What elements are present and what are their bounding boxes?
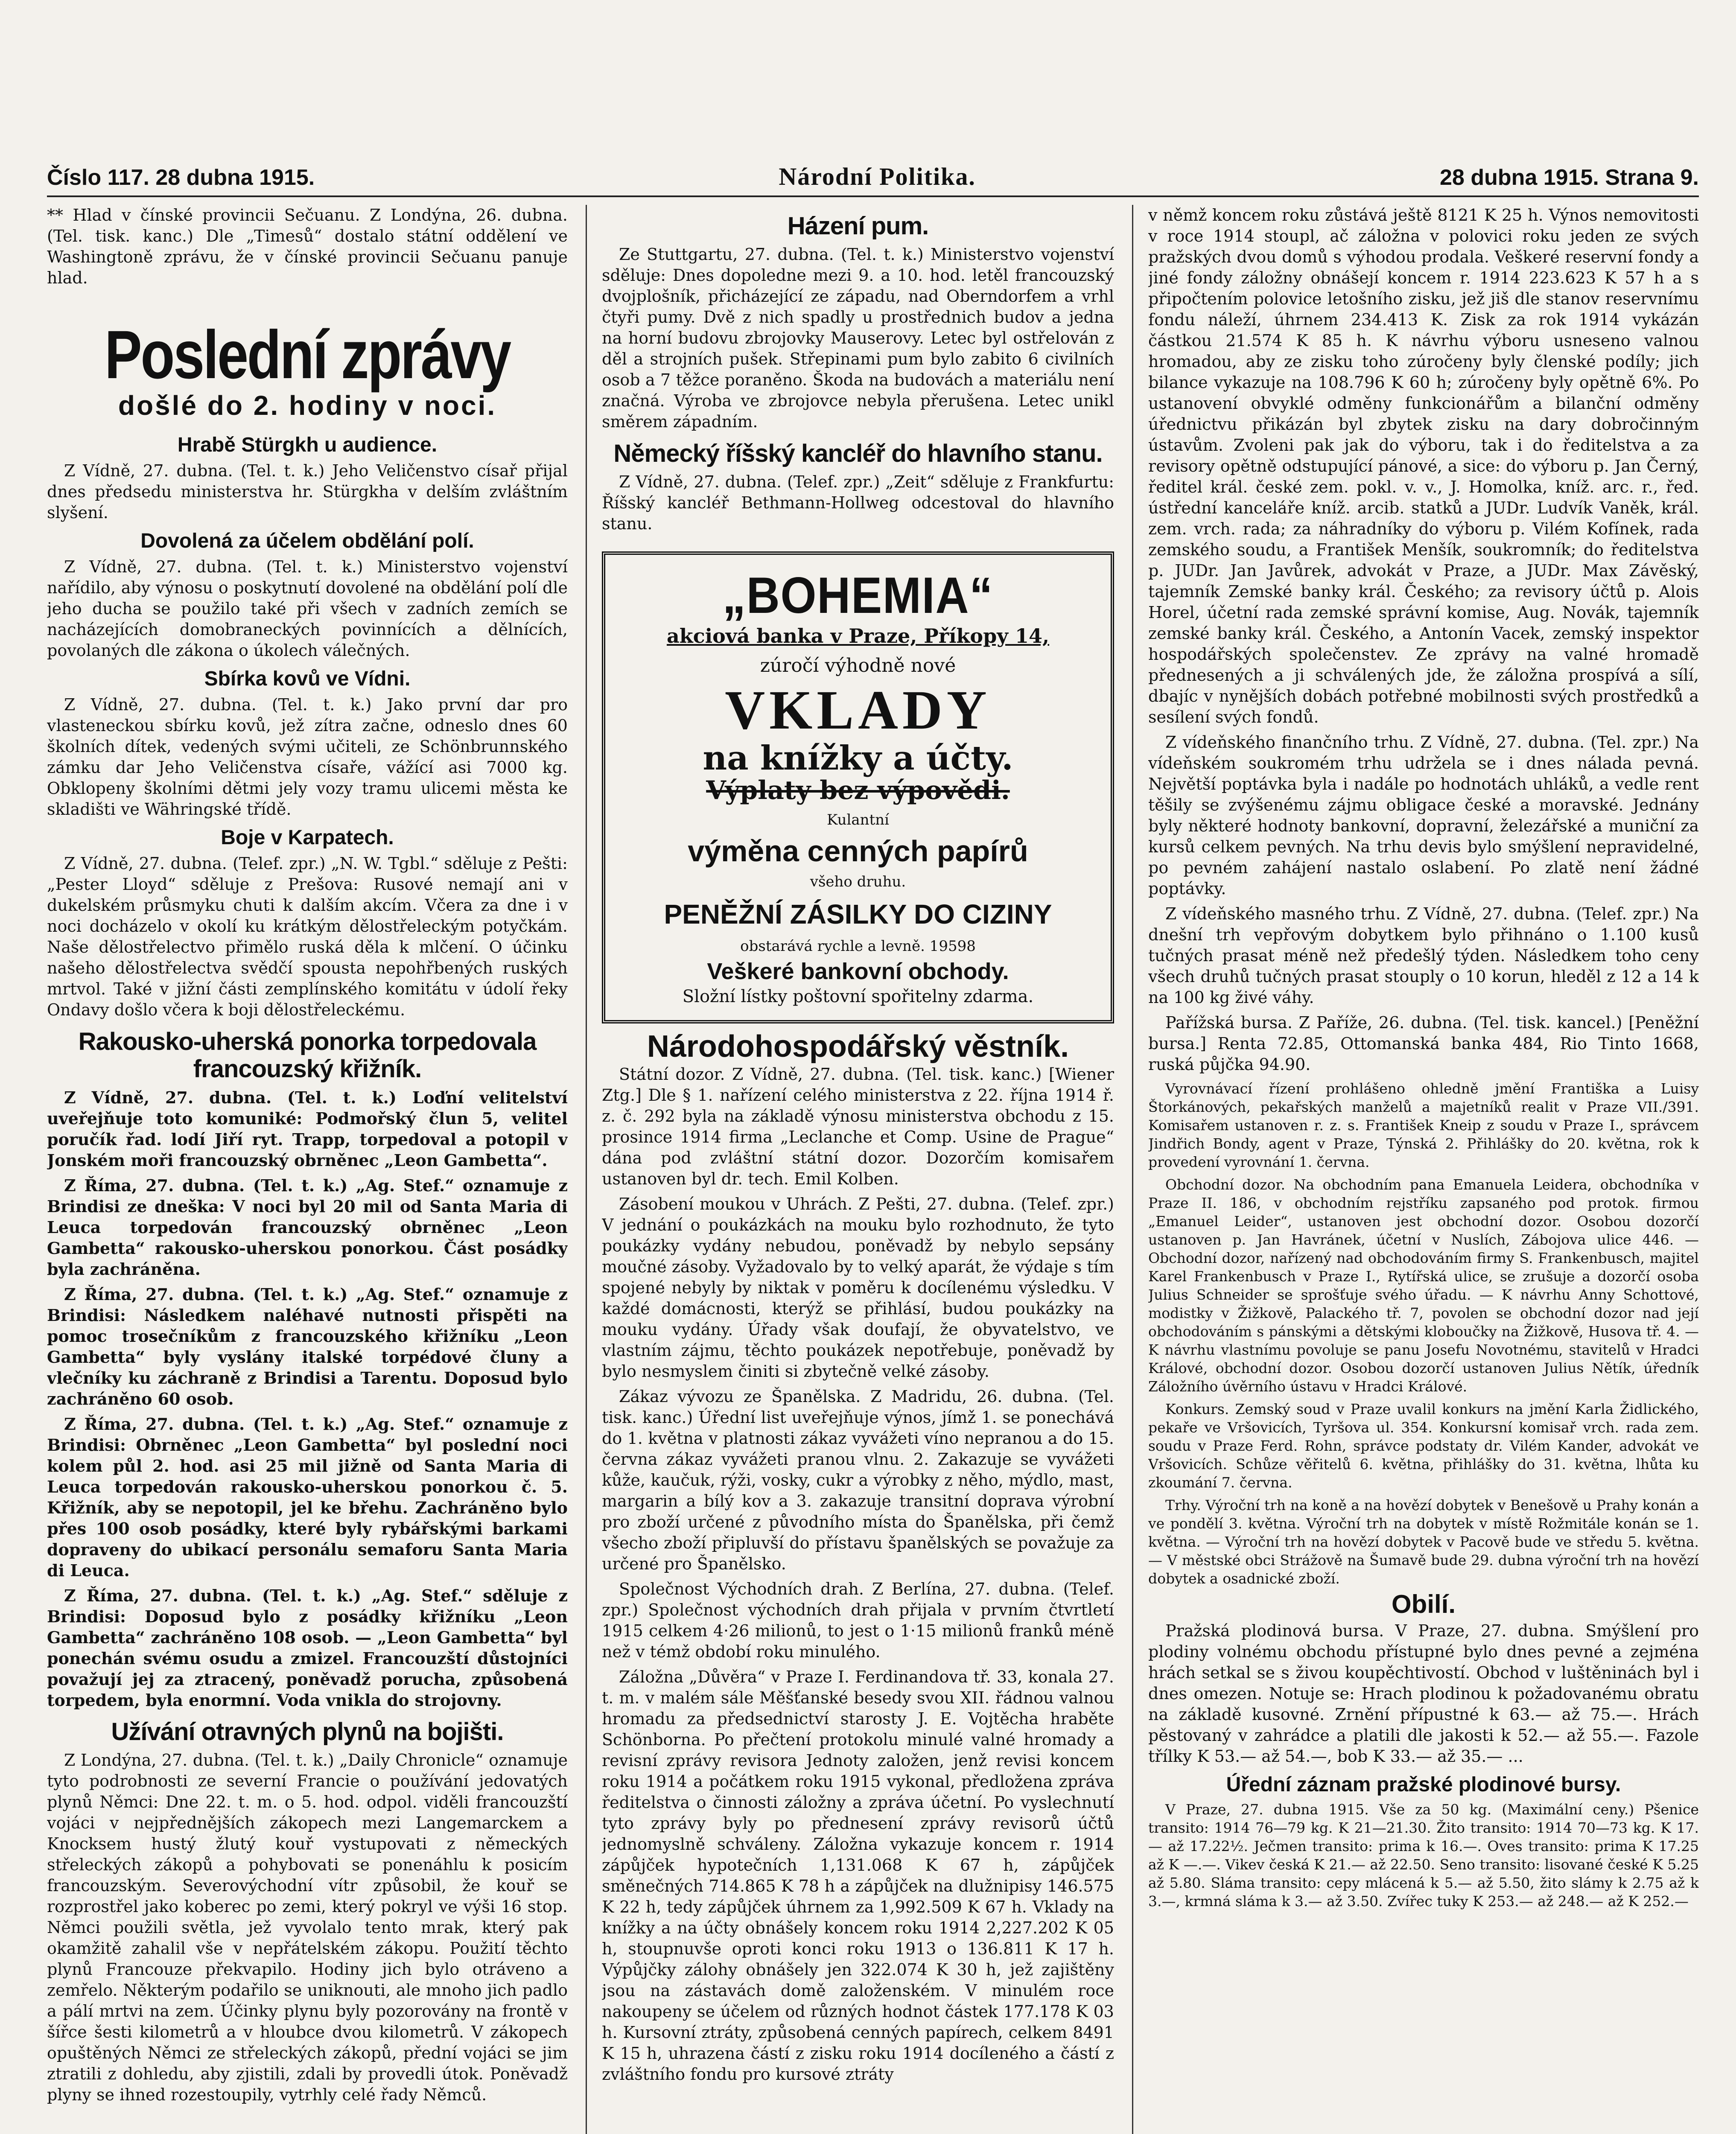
article-paragraph: Pražská plodinová bursa. V Praze, 27. dubna. Smýšlení pro plodiny volnému obchodu přístupné bylo dnes pevné a zejména hrách setkal se s živou koupěchtivostí. Obchod v luštěninách byl i dnes omezen. Notuje se: Hrach plodinou k požadovanému obratu na základě kusovné. Zrnění přípustné k 63.— až 75.—. Hrách pěstovaný v zahrádce a platili dle jakosti k 52.— až 55.—. Fazole třílky K 53.— až 54.—, bob K 33.— až 35.— ...	[1148, 1621, 1699, 1766]
page-number: 28 dubna 1915. Strana 9.	[1440, 165, 1699, 190]
issue-number: Číslo 117. 28 dubna 1915.	[47, 165, 315, 190]
ad-text: výměna cenných papírů	[688, 834, 1028, 868]
article-paragraph: Zákaz vývozu ze Španělska. Z Madridu, 26. dubna. (Tel. tisk. kanc.) Úřední list uveřejňuje výnos, jímž 1. se ponechává do 1. května v platnosti zákaz vyvážeti víno nepranou a do 15. června zákaz vyvážeti pranou vlnu. 2. Zakazuje se vyvážeti kůže, kaučuk, rýži, vosky, cukr a výrobky z něho, mýdlo, mast, margarin a bílý kov a 3. zakazuje transitní doprava výrobní pro zboží určené z původního místa do Španělska, při čemž všecho zboží připluvší do přístavu španělských se považuje za určené pro Španělsko.	[602, 1387, 1114, 1573]
article-paragraph: Z vídeňského masného trhu. Z Vídně, 27. dubna. (Telef. zpr.) Na dnešní trh vepřovým dobytkem bylo přihnáno o 1.100 kusů tučných prasat méně než předešlý týden. Následkem toho ceny všech druhů tučných prasat stouply o 10 korun, hleděl z 12 a 14 k na 100 kg živé váhy.	[1148, 904, 1699, 1007]
column-1	[47, 205, 568, 2134]
ad-text: obstarává rychle a levně. 19598	[740, 938, 976, 955]
article-paragraph: Obchodní dozor. Na obchodním pana Emanuela Leidera, obchodníka v Praze II. 186, v obchodním rejstříku zapsaného pod protok. firmou „Emanuel Leider“, ustanoven jest obchodní dozor. Osobou dozorčí ustanoven p. Jan Havránek, účetní v Nuslích, Zábojova ulice 446. — Obchodní dozor, nařízený nad obchodováním firmy S. Frankenbusch, majitel Karel Frankenbusch v Praze I., Rytířská ulice, se zrušuje a dozorčí osoba Julius Schneider se sprošťuje svého úřadu. — K návrhu Anny Schottové, modistky v Žižkově, Palackého tř. 7, povolen se obchodní dozor nad její obchodováním s pánskými a dětskými kloboučky na Žižkově, Husova tř. 4. — K návrhu vlastnímu povoluje se panu Josefu Novotnému, stavitelů v Hradci Králové, obchodní dozor. Osobou dozorčí ustanoven Julius Nětík, úředník Záložního úvěrního ústavu v Hradci Králové.	[1148, 1176, 1699, 1395]
article-paragraph: Společnost Východních drah. Z Berlína, 27. dubna. (Telef. zpr.) Společnost východních drah přijala v prvním čtvrtletí 1915 celkem 4·26 milionů, to jest o 1·15 milionů franků méně než v témž období roku minulého.	[602, 1580, 1114, 1661]
ad-text: Složní lístky poštovní spořitelny zdarma.	[682, 987, 1034, 1006]
article-headline: Německý říšský kancléř do hlavního stanu.	[613, 440, 1103, 467]
article-paragraph: Z Vídně, 27. dubna. (Tel. t. k.) Jako první dar pro vlasteneckou sbírku kovů, jež zítra začne, odneslo dnes 60 školních dítek, vedených svými učiteli, ze Schönbrunnského zámku dar Jeho Veličenstva císaře, vážící asi 7000 kg. Obklopeny školními dětmi jely vozy tramu ulicemi města ke skladišti ve Währingské třídě.	[47, 695, 568, 819]
ad-brand: „BOHEMIA“	[722, 567, 994, 624]
article-paragraph: Z Vídně, 27. dubna. (Telef. zpr.) „Zeit“ sděluje z Frankfurtu: Říšský kancléř Bethmann-Hollweg odcestoval do hlavního stanu.	[602, 472, 1114, 533]
article-paragraph: Vyrovnávací řízení prohlášeno ohledně jmění Františka a Luisy Štorkánových, pekařských manželů a majetníků realit v Praze VII./391. Komisařem ustanoven r. z. s. František Kneip z soudu v Praze I., správcem Jindřich Bondy, agent v Praze, Týnská 2. Přihlášky do 20. května, rok k provedení vyrovnání 1. června.	[1148, 1080, 1699, 1170]
article-paragraph: Záložna „Důvěra“ v Praze I. Ferdinandova tř. 33, konala 27. t. m. v malém sále Měšťanské besedy svou XII. řádnou valnou hromadu za předsednictví starosty J. E. Vojtěcha hraběte Schönborna. Po přečtení protokolu minulé valné hromady a revisní zprávy revisora Jednoty založen, jenž revisi koncem roku 1914 a počátkem roku 1915 vykonal, předložena zpráva ředitelstva o činnosti záložny a zpráva účetní. Po vyslechnutí tyto zprávy byly po přednesení zprávy revisorů účtů jednomyslně schváleny. Záložna vykazuje koncem r. 1914 zápůjček hypotečních 1,131.068 K 67 h, zápůjček směnečných 714.865 K 78 h a zápůjček na dlužnipisy 146.575 K 22 h, tedy zápůjček úhrnem za 1,992.509 K 67 h. Vklady na knížky a na účty obnášely koncem roku 1914 2,227.202 K 05 h, stoupnuvše oproti konci roku 1913 o 136.811 K 17 h. Výpůjčky zálohy obnášely jen 322.074 K 30 h, jež zajištěny jsou na zástavách domě založenském. V minulém roce nakoupeny se účelem od různých hodnot částek 177.178 K 03 h. Kursovní ztráty, způsobená cenných papírech, celkem 8491 K 15 h, uhrazena částí z zisku roku 1914 docíleného a částí z zvláštního fondu pro kursové ztráty	[602, 1668, 1114, 2084]
article-paragraph: Z Vídně, 27. dubna. (Telef. zpr.) „N. W. Tgbl.“ sděluje z Pešti: „Pester Lloyd“ sděluje z Prešova: Rusové nemají ani v dukelském průsmyku chuti k dalším akcím. Včera za dne i v noci docházelo v okolí ku krátkým dělostřeleckým potyčkám. Naše dělostřelectvo přimělo ruská děla k mlčení. O účinku našeho dělostřelectva svědčí spousta nepohřbených ruských mrtvol. Také v jižní části zemplínského komitátu v údolí řeky Ondavy došlo včera k boji dělostřeleckému.	[47, 854, 568, 1019]
article-paragraph: Trhy. Výroční trh na koně a na hovězí dobytek v Benešově u Prahy konán a ve pondělí 3. května. Výroční trh na dobytek v místě Rožmitále konán se 1. května. — Výroční trh na hovězí dobytek v Pacově bude ve středu 5. května. — V městské obci Strážově na Šumavě bude 29. dubna výroční trh na hovězí dobytek a osadnické zboží.	[1148, 1497, 1699, 1587]
article-headline: Házení pum.	[787, 212, 929, 240]
running-head	[47, 162, 1699, 192]
article-paragraph: Státní dozor. Z Vídně, 27. dubna. (Tel. tisk. kanc.) [Wiener Ztg.] Dle § 1. nařízení celého ministerstva z 22. října 1914 ř. z. č. 292 byla na základě výnosu ministerstva obchodu z 15. prosince 1914 firma „Leclanche et Comp. Usine de Prague“ dána pod zvláštní státní dozor. Dozorčím komisařem ustanoven byl dr. tech. Emil Kolben.	[602, 1065, 1114, 1188]
article-paragraph: V Praze, 27. dubna 1915. Vše za 50 kg. (Maximální ceny.) Pšenice transito: 1914 76—79 kg. K 21—21.30. Žito transito: 1914 70—73 kg. K 17.— až 17.22½. Ječmen transito: prima k 16.—. Oves transito: prima K 17.25 až K —.—. Vikev česká K 21.— až 22.50. Seno transito: lisované české K 5.25 až 5.80. Sláma transito: cepy mlácená k 5.— až 5.50, žito slámy k 2.75 až k 3.—, krmná sláma k 3.— až 3.50. Zvířec tuky K 253.— až 248.— až K 252.—	[1148, 1801, 1699, 1910]
article-paragraph: Pařížská bursa. Z Paříže, 26. dubna. (Tel. tisk. kancel.) [Peněžní bursa.] Renta 72.85, Ottomanská banka 484, Rio Tinto 1668, ruská půjčka 94.90.	[1148, 1013, 1699, 1074]
ad-text: PENĚŽNÍ ZÁSILKY DO CIZINY	[664, 899, 1052, 930]
article-paragraph: Z Říma, 27. dubna. (Tel. t. k.) „Ag. Stef.“ sděluje z Brindisi: Doposud bylo z posádky křižníku „Leon Gambetta“ zachráněno 108 osob. — „Leon Gambetta“ byl ponechán svému osudu a zmizel. Francouzští důstojníci považují jej za ztracený, poněvadž porucha, způsobená torpedem, byla enormní. Voda vnikla do strojovny.	[47, 1586, 568, 1710]
article-headline: Boje v Karpatech.	[221, 826, 394, 849]
article-paragraph: Z Vídně, 27. dubna. (Tel. t. k.) Jeho Veličenstvo císař přijal dnes předsedu ministerstva hr. Stürgkha v delším zvláštním slyšení.	[47, 461, 568, 522]
ad-text: všeho druhu.	[810, 873, 906, 890]
article-paragraph: Z Říma, 27. dubna. (Tel. t. k.) „Ag. Stef.“ oznamuje z Brindisi ze dneška: V noci byl 20 mil od Santa Maria di Leuca torpedován francouzský obrněnec „Leon Gambetta“ rakousko-uherskou ponorkou. Část posádky byla zachráněna.	[47, 1176, 568, 1279]
article-paragraph: Z Vídně, 27. dubna. (Tel. t. k.) Ministerstvo vojenství nařídilo, aby výnosu o poskytnutí dovolené na obdělání polí dle jeho ducha se použilo také při všech v zadních zemích se nacházejících domobraneckých povinnících a dělnících, povolaných dle zákona o úkolech válečných.	[47, 557, 568, 660]
ad-vklady: VKLADY	[725, 679, 991, 741]
column-divider	[586, 205, 587, 2134]
column-divider	[1132, 205, 1133, 2134]
article-paragraph: Zásobení moukou v Uhrách. Z Pešti, 27. dubna. (Telef. zpr.) V jednání o poukázkách na mouku bylo rozhodnuto, že tyto poukázky vydány nebudou, poněvadž by nebylo sepsány moučné zásoby. Vyžadovalo by to velký aparát, že výdaje s tím spojené nebyly by niktak v poměru k docílenému výsledku. V každé domácnosti, kterýž se přihlásí, budou poukázky na mouku vydány. Úřady však doufají, že obyvatelstvo, ve vlastním zájmu, těchto poukázek nepotřebuje, poněvadž by bylo nesmyslem činiti si zbytečně velké zásoby.	[602, 1195, 1114, 1381]
bank-advertisement	[602, 551, 1114, 1023]
column-3	[1148, 205, 1699, 2134]
article-paragraph: Z Říma, 27. dubna. (Tel. t. k.) „Ag. Stef.“ oznamuje z Brindisi: Obrněnec „Leon Gambetta“ byl poslední noci kolem půl 2. hod. asi 25 mil jižně od Santa Maria di Leuca torpedován rakousko-uherskou ponorkou č. 5. Křižník, aby se nepotopil, jel ke břehu. Zachráněno bylo přes 100 osob posádky, které byly rybářskými barkami dopraveny do ubikací personálu semaforu Santa Maria di Leuca.	[47, 1414, 568, 1580]
ad-text: Kulantní	[826, 811, 890, 828]
ad-text: Veškeré bankovní obchody.	[707, 959, 1009, 984]
ad-bank-address: akciová banka v Praze, Příkopy 14,	[666, 624, 1050, 647]
article-paragraph: Z Londýna, 27. dubna. (Tel. t. k.) „Daily Chronicle“ oznamuje tyto podrobnosti ze severní Francie o používání jedovatých plynů Němci: Dne 22. t. m. o 5. hod. odpol. viděli francouzští vojáci v nejpřednějších zákopech mezi Langemarckem a Knocksem hustý žlutý kouř vystupovati z německých střeleckých zákopů a pohybovati se ponenáhlu k posicím francouzským. Severovýchodní vítr způsobil, že kouř se rozprostřel jako koberec po zemi, který pokryl ve výši 16 stop. Němci použili světla, jež vyvolalo tento mrak, který pak okamžitě zahalil vše v nepřátelském zákopu. Použití těchto plynů Francouze překvapilo. Hodiny jich bylo otráveno a zemřelo. Některým podařilo se uniknouti, ale mnoho jich padlo a pálí mrtvi na zem. Účinky plynu byly pozorovány na frontě v šířce šesti kilometrů a v hloubce dvou kilometrů. V zákopech opuštěných Němci ze střeleckých zákopů, přední vojáci se jim ztratili z dohledu, aby zjistili, zdali by provedli útok. Poněvadž plyny se ihned rozestoupily, vytrhly celé řady Němců.	[47, 1751, 568, 2104]
article-paragraph: Z Říma, 27. dubna. (Tel. t. k.) „Ag. Stef.“ oznamuje z Brindisi: Následkem naléhavé nutnosti přispěti na pomoc trosečníkům z francouzského křižníku „Leon Gambetta“ byly vyslány italské torpédové čluny a vlečníky ku záchraně z Brindisi a Tarentu. Doposud bylo zachráněno 60 osob.	[47, 1285, 568, 1408]
article-headline: Sbírka kovů ve Vídni.	[204, 668, 411, 690]
header-rule	[47, 195, 1699, 197]
ad-text: na knížky a účty.	[703, 739, 1013, 778]
section-headline: Obilí.	[1392, 1590, 1456, 1618]
section-subheadline: došlé do 2. hodiny v noci.	[118, 390, 497, 421]
article-paragraph: Ze Stuttgartu, 27. dubna. (Tel. t. k.) Ministerstvo vojenství sděluje: Dnes dopoledne mezi 9. a 10. hod. letěl francouzský dvojplošník, přicházející ze západu, nad Oberndorfem a vrhl čtyři pumy. Dvě z nich spadly u prostřednich budov a jedna na horní budovu zbrojovky Mauserovy. Letec byl ostřelován z děl a strojních pušek. Střepinami pum bylo zabito 6 civilních osob a 7 těžce poraněno. Škoda na budovách a materiálu není značná. Výroba ve zbrojovce nebyla přerušena. Letec unikl směrem západním.	[602, 245, 1114, 431]
ad-text: Výplaty bez výpovědi.	[706, 775, 1010, 805]
newspaper-page	[47, 162, 1699, 2134]
article-paragraph: ** Hlad v čínské provincii Sečuanu. Z Londýna, 26. dubna. (Tel. tisk. kanc.) Dle „Timesů“ dostalo státní oddělení ve Washingtoně zprávu, že v čínské provincii Sečuanu panuje hlad.	[47, 206, 568, 287]
article-paragraph: Konkurs. Zemský soud v Praze uvalil konkurs na jmění Karla Židlického, pekaře ve Vršovicích, Tyršova ul. 354. Konkursní komisař vrch. rada zem. soudu v Praze Ferd. Rohn, správce podstaty dr. Vilém Kander, advokát ve Vršovicích. Schůze věřitelů 6. května, přihlášky do 31. května, lhůta ku zkoumání 7. června.	[1148, 1401, 1699, 1491]
masthead-title: Národní Politika.	[779, 163, 976, 190]
section-headline: Poslední zprávy	[105, 316, 510, 393]
article-headline: Hrabě Stürgkh u audience.	[177, 434, 438, 456]
article-paragraph: v němž koncem roku zůstává ještě 8121 K 25 h. Výnos nemovitosti v roce 1914 stoupl, ač záložna v polovici roku jeden ze svých pražských dvou domů s výhodou prodala. Veškeré reservní fondy a jiné fondy záložny obnášejí koncem r. 1914 223.623 K 57 h a s připočtením polovice letošního zisku, jež jiš dle stanov reservnímu fondu náleží, úhrnem 234.413 K. Zisk za rok 1914 vykázán částkou 21.574 K 85 h. K návrhu výboru usneseno valnou hromadou, aby ze zisku toho zúročeny byly členské podíly; jich bilance vykazuje na 108.796 K 60 h; zúročeny byly opětně 6%. Po ustanovení obvyklé odměny funkcionářům a bilanční odměny úřednictvu přikázán byl zbytek zisku na dary dobročinným ústavům. Zvoleni pak jak do výboru, tak i do ředitelstva a za revisory opětně odstupující pánové, a sice: do výboru p. Jan Černý, ředitel král. české zem. pokl. v. v., J. Homolka, kníž. arc. r., řed. ústřední kanceláře kníž. arcib. statků a JUDr. Ludvík Vaněk, král. zem. vrch. rada; za náhradníky do výboru p. Vilém Kofínek, rada zemského soudu, a František Menšík, soukromník; do ředitelstva p. JUDr. Jan Javůrek, advokát v Praze, a JUDr. Max Závěský, tajemník Zemské banky král. Českého; za revisory účtů p. Alois Horel, účetní rada zemské správní komise, Aug. Novák, tajemník zemské banky král. Českého, a Antonín Vacek, zemský inspektor hospodářských společenstev. Ze zprávy na valné hromadě přednesených a ji schválených jde, že záložna prospívá a sílí, dbajíc v nynějších dobách potřebné mobilnosti svých prostředků a sesílení svých fondů.	[1148, 206, 1699, 726]
section-headline: Národohospodářský věstník.	[647, 1029, 1069, 1064]
ad-text: zúročí výhodně nové	[760, 655, 956, 676]
article-headline: Užívání otravných plynů na bojišti.	[111, 1718, 504, 1746]
column-2	[602, 205, 1114, 2134]
article-paragraph: Z vídeňského finančního trhu. Z Vídně, 27. dubna. (Tel. zpr.) Na vídeňském soukromém trhu udržela se i dnes nálada pevná. Největší poptávka byla i nadále po hodnotách uhláků, a vedle rent těšily se zvýšenému zájmu obligace české a moravské. Jednány byly některé hodnoty bankovní, dopravní, železářské a muniční za kursů celkem pevných. Na trhu devis bylo smýšlení nepravidelné, po pevném zahájení nastalo oslabení. Po zlatě není žádné poptávky.	[1148, 733, 1699, 898]
article-paragraph: Z Vídně, 27. dubna. (Tel. t. k.) Loďní velitelství uveřejňuje toto komuniké: Podmořský člun 5, velitel poručík řad. lodí Jiří ryt. Trapp, torpedoval a potopil v Jonském moři francouzský obrněnec „Leon Gambetta“.	[47, 1088, 568, 1170]
article-headline: Rakousko-uherská ponorka torpedovala francouzský křižník.	[78, 1028, 537, 1083]
article-headline: Dovolená za účelem obdělání polí.	[140, 530, 474, 552]
article-headline: Úřední záznam pražské plodinové bursy.	[1226, 1773, 1621, 1796]
